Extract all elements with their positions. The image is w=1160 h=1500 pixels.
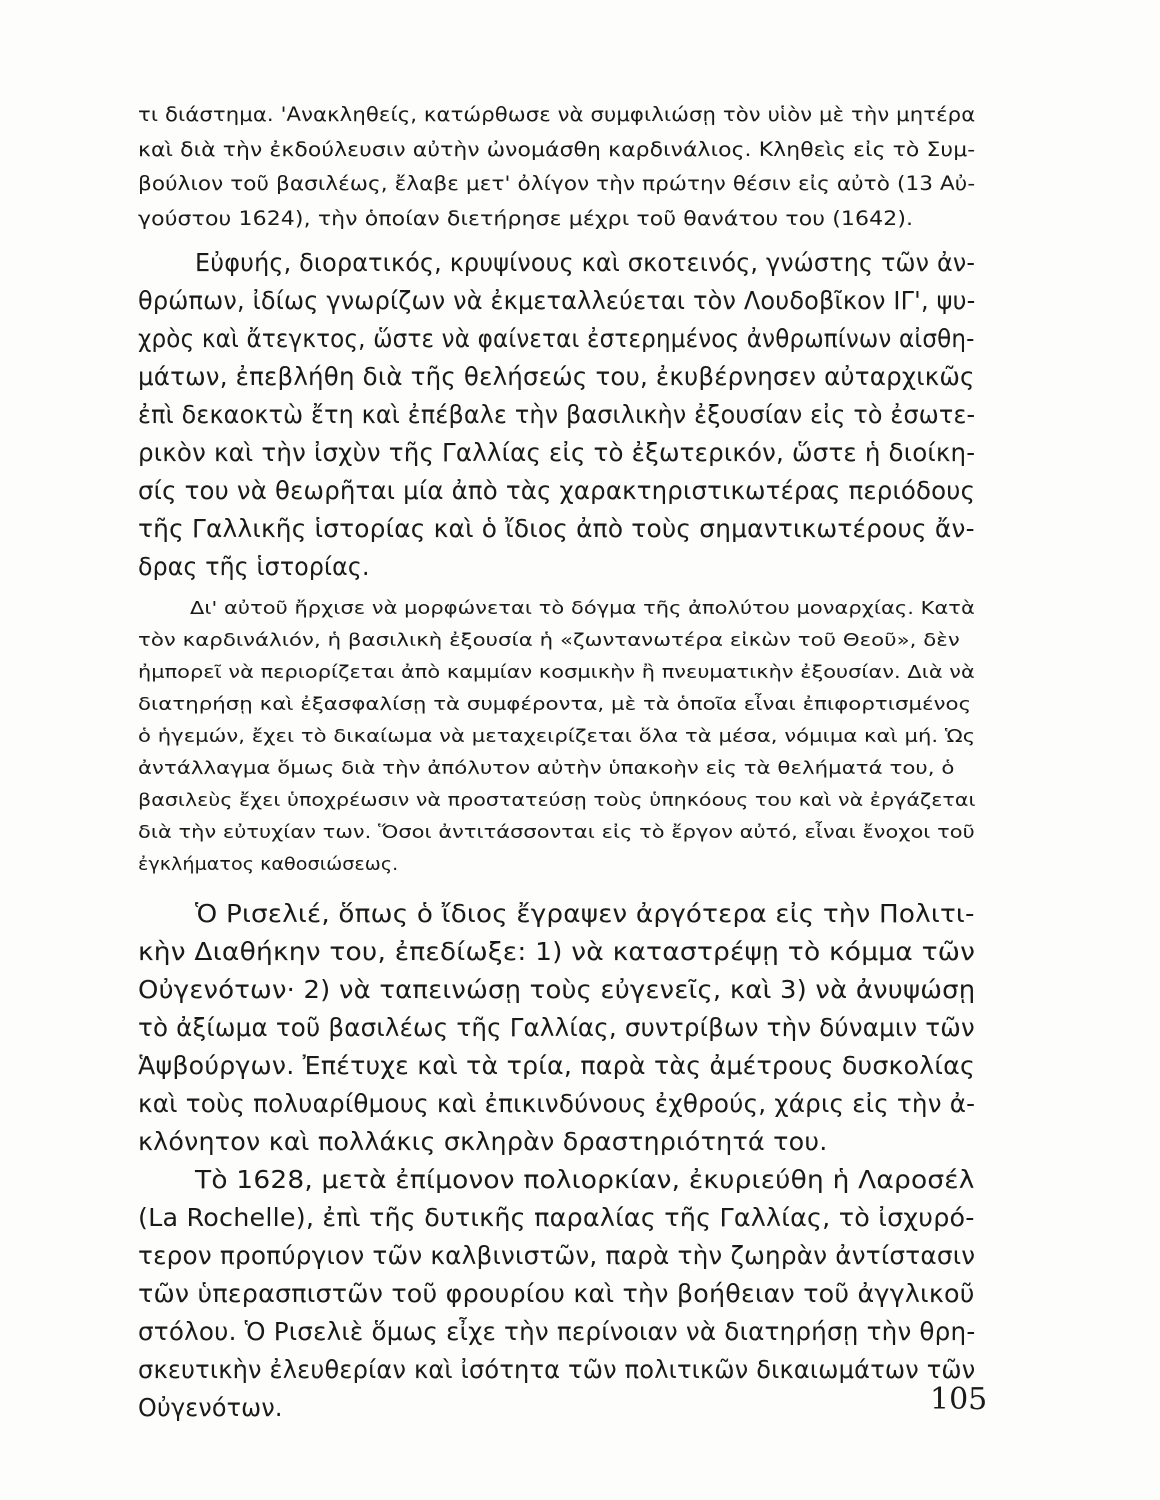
- text-line: βούλιον τοῦ βασιλέως, ἔλαβε μετ' ὀλίγον τὴν πρώτην θέσιν εἰς αὐτὸ (13 Αὐ-: [138, 172, 976, 195]
- text-line: Οὐγενότων.: [138, 1393, 283, 1422]
- text-line: κλόνητον καὶ πολλάκις σκληρὰν δραστηριότητά του.: [138, 1127, 828, 1156]
- text-line: γούστου 1624), τὴν ὁποίαν διετήρησε μέχρι τοῦ θανάτου του (1642).: [138, 207, 914, 230]
- text-line: ἠμπορεῖ νὰ περιορίζεται ἀπὸ καμμίαν κοσμικὴν ἢ πνευματικὴν ἐξουσίαν. Διὰ νὰ: [138, 662, 975, 683]
- text-line: θρώπων, ἰδίως γνωρίζων νὰ ἐκμεταλλεύεται τὸν Λουδοβῖκον ΙΓ', ψυ-: [138, 286, 976, 315]
- text-line: (La Rochelle), ἐπὶ τῆς δυτικῆς παραλίας τῆς Γαλλίας, τὸ ἰσχυρό-: [138, 1203, 975, 1232]
- text-line: σίς του νὰ θεωρῆται μία ἀπὸ τὰς χαρακτηριστικωτέρας περιόδους: [138, 476, 976, 505]
- text-line: δρας τῆς ἱστορίας.: [138, 552, 370, 581]
- text-line: καὶ τοὺς πολυαρίθμους καὶ ἐπικινδύνους ἐχθρούς, χάρις εἰς τὴν ἀ-: [138, 1089, 976, 1118]
- text-line: τερον προπύργιον τῶν καλβινιστῶν, παρὰ τὴν ζωηρὰν ἀντίστασιν: [138, 1241, 976, 1270]
- text-line: στόλου. Ὁ Ρισελιὲ ὅμως εἶχε τὴν περίνοιαν νὰ διατηρήσῃ τὴν θρη-: [138, 1317, 976, 1346]
- text-line: ἀντάλλαγμα ὅμως διὰ τὴν ἀπόλυτον αὐτὴν ὑπακοὴν εἰς τὰ θελήματά του, ὁ: [138, 758, 955, 779]
- text-line: Ὁ Ρισελιέ, ὅπως ὁ ἴδιος ἔγραψεν ἀργότερα εἰς τὴν Πολιτι-: [195, 899, 975, 928]
- text-line: σκευτικὴν ἐλευθερίαν καὶ ἰσότητα τῶν πολιτικῶν δικαιωμάτων τῶν: [138, 1355, 976, 1384]
- text-line: ἐπὶ δεκαοκτὼ ἔτη καὶ ἐπέβαλε τὴν βασιλικὴν ἐξουσίαν εἰς τὸ ἐσωτε-: [138, 400, 976, 429]
- text-line: τὸν καρδινάλιόν, ἡ βασιλικὴ ἐξουσία ἡ «ζωντανωτέρα εἰκὼν τοῦ Θεοῦ», δὲν: [138, 630, 960, 651]
- text-line: διατηρήσῃ καὶ ἐξασφαλίσῃ τὰ συμφέροντα, μὲ τὰ ὁποῖα εἶναι ἐπιφορτισμένος: [138, 694, 972, 715]
- text-line: τῆς Γαλλικῆς ἱστορίας καὶ ὁ ἴδιος ἀπὸ τοὺς σημαντικωτέρους ἄν-: [138, 514, 975, 543]
- text-line: Δι' αὐτοῦ ἤρχισε νὰ μορφώνεται τὸ δόγμα τῆς ἀπολύτου μοναρχίας. Κατὰ: [190, 598, 975, 619]
- text-line: τὸ ἀξίωμα τοῦ βασιλέως τῆς Γαλλίας, συντρίβων τὴν δύναμιν τῶν: [138, 1013, 975, 1042]
- text-line: Ἁψβούργων. Ἐπέτυχε καὶ τὰ τρία, παρὰ τὰς ἀμέτρους δυσκολίας: [138, 1051, 976, 1080]
- text-line: τῶν ὑπερασπιστῶν τοῦ φρουρίου καὶ τὴν βοήθειαν τοῦ ἀγγλικοῦ: [138, 1279, 975, 1308]
- text-line: ἐγκλήματος καθοσιώσεως.: [138, 854, 399, 875]
- text-line: τι διάστημα. 'Ανακληθείς, κατώρθωσε νὰ συμφιλιώσῃ τὸν υἱὸν μὲ τὴν μητέρα: [138, 103, 976, 126]
- text-line: κὴν Διαθήκην του, ἐπεδίωξε: 1) νὰ καταστρέψῃ τὸ κόμμα τῶν: [138, 937, 976, 966]
- text-line: ὁ ἡγεμών, ἔχει τὸ δικαίωμα νὰ μεταχειρίζεται ὅλα τὰ μέσα, νόμιμα καὶ μή. Ὡς: [138, 726, 976, 747]
- text-line: διὰ τὴν εὐτυχίαν των. Ὅσοι ἀντιτάσσονται εἰς τὸ ἔργον αὐτό, εἶναι ἔνοχοι τοῦ: [138, 822, 975, 843]
- text-line: μάτων, ἐπεβλήθη διὰ τῆς θελήσεώς του, ἐκυβέρνησεν αὐταρχικῶς: [138, 362, 975, 391]
- text-line: Οὐγενότων· 2) νὰ ταπεινώσῃ τοὺς εὐγενεῖς, καὶ 3) νὰ ἀνυψώσῃ: [138, 975, 976, 1004]
- text-line: χρὸς καὶ ἄτεγκτος, ὥστε νὰ φαίνεται ἐστερημένος ἀνθρωπίνων αἰσθη-: [138, 324, 975, 353]
- text-line: Τὸ 1628, μετὰ ἐπίμονον πολιορκίαν, ἐκυριεύθη ἡ Λαροσέλ: [195, 1165, 975, 1194]
- text-line: βασιλεὺς ἔχει ὑποχρέωσιν νὰ προστατεύσῃ τοὺς ὑπηκόους του καὶ νὰ ἐργάζεται: [138, 790, 976, 811]
- text-line: καὶ διὰ τὴν ἐκδούλευσιν αὐτὴν ὠνομάσθη καρδινάλιος. Κληθεὶς εἰς τὸ Συμ-: [138, 138, 976, 161]
- text-line: Εὐφυής, διορατικός, κρυψίνους καὶ σκοτεινός, γνώστης τῶν ἀν-: [195, 248, 976, 277]
- page-number: 105: [930, 1382, 988, 1417]
- text-line: ρικὸν καὶ τὴν ἰσχὺν τῆς Γαλλίας εἰς τὸ ἐξωτερικόν, ὥστε ἡ διοίκη-: [138, 438, 976, 467]
